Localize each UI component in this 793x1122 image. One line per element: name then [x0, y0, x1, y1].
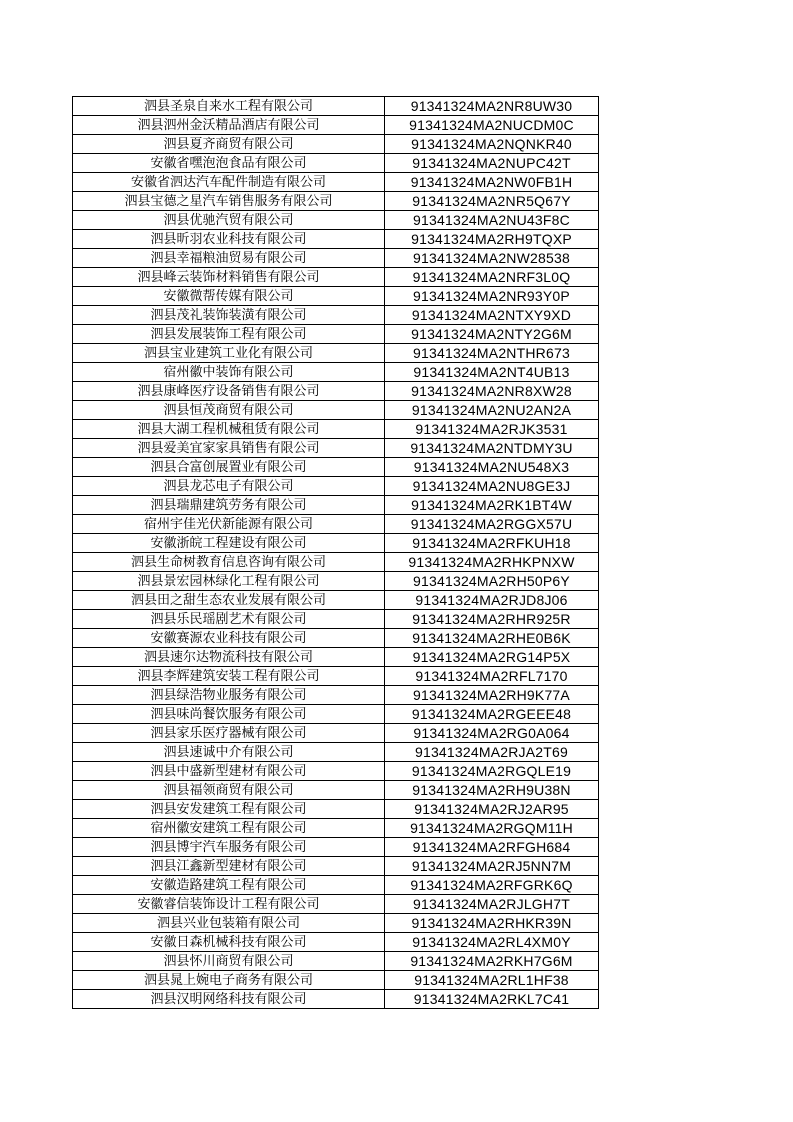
company-name-cell: 泗县安发建筑工程有限公司 [73, 800, 385, 819]
table-row [73, 610, 599, 629]
credit-code-cell: 91341324MA2RL1HF38 [385, 971, 599, 990]
credit-code-cell: 91341324MA2RL4XM0Y [385, 933, 599, 952]
table-row [73, 211, 599, 230]
company-name-cell: 宿州宇佳光伏新能源有限公司 [73, 515, 385, 534]
credit-code-cell: 91341324MA2RFGH684 [385, 838, 599, 857]
credit-code-cell: 91341324MA2RJ2AR95 [385, 800, 599, 819]
table-row [73, 439, 599, 458]
table-row [73, 344, 599, 363]
credit-code-cell: 91341324MA2NR8XW28 [385, 382, 599, 401]
company-name-cell: 泗县中盛新型建材有限公司 [73, 762, 385, 781]
credit-code-cell: 91341324MA2NR8UW30 [385, 97, 599, 116]
table-body [73, 97, 599, 1009]
table-row [73, 287, 599, 306]
table-row [73, 743, 599, 762]
company-name-cell: 泗县宝德之星汽车销售服务有限公司 [73, 192, 385, 211]
company-name-cell: 安徽省嘿泡泡食品有限公司 [73, 154, 385, 173]
credit-code-cell: 91341324MA2RGGX57U [385, 515, 599, 534]
credit-code-cell: 91341324MA2RHE0B6K [385, 629, 599, 648]
credit-code-cell: 91341324MA2RGQLE19 [385, 762, 599, 781]
table-row [73, 401, 599, 420]
table-row [73, 420, 599, 439]
table-row [73, 591, 599, 610]
table-row [73, 819, 599, 838]
credit-code-cell: 91341324MA2NW0FB1H [385, 173, 599, 192]
company-name-cell: 泗县幸福粮油贸易有限公司 [73, 249, 385, 268]
company-name-cell: 安徽浙皖工程建设有限公司 [73, 534, 385, 553]
table-row [73, 116, 599, 135]
company-name-cell: 泗县泗州金沃精品酒店有限公司 [73, 116, 385, 135]
credit-code-cell: 91341324MA2RHKR39N [385, 914, 599, 933]
table-row [73, 268, 599, 287]
credit-code-cell: 91341324MA2NT4UB13 [385, 363, 599, 382]
credit-code-cell: 91341324MA2RFGRK6Q [385, 876, 599, 895]
company-name-cell: 泗县康峰医疗设备销售有限公司 [73, 382, 385, 401]
company-name-cell: 泗县李辉建筑安装工程有限公司 [73, 667, 385, 686]
credit-code-cell: 91341324MA2RKL7C41 [385, 990, 599, 1009]
credit-code-cell: 91341324MA2RFKUH18 [385, 534, 599, 553]
table-row [73, 781, 599, 800]
table-row [73, 857, 599, 876]
table-row [73, 515, 599, 534]
company-name-cell: 泗县龙芯电子有限公司 [73, 477, 385, 496]
table-row [73, 496, 599, 515]
table-row [73, 914, 599, 933]
credit-code-cell: 91341324MA2NTDMY3U [385, 439, 599, 458]
table-row [73, 762, 599, 781]
table-row [73, 895, 599, 914]
company-name-cell: 泗县福领商贸有限公司 [73, 781, 385, 800]
table-row [73, 173, 599, 192]
company-name-cell: 泗县汉明网络科技有限公司 [73, 990, 385, 1009]
credit-code-cell: 91341324MA2RJA2T69 [385, 743, 599, 762]
company-name-cell: 泗县圣泉自来水工程有限公司 [73, 97, 385, 116]
company-name-cell: 泗县田之甜生态农业发展有限公司 [73, 591, 385, 610]
credit-code-cell: 91341324MA2RFL7170 [385, 667, 599, 686]
company-name-cell: 泗县优驰汽贸有限公司 [73, 211, 385, 230]
table-row [73, 705, 599, 724]
table-row [73, 800, 599, 819]
company-name-cell: 宿州徽安建筑工程有限公司 [73, 819, 385, 838]
credit-code-cell: 91341324MA2RGQM11H [385, 819, 599, 838]
table-row [73, 154, 599, 173]
credit-code-cell: 91341324MA2NU2AN2A [385, 401, 599, 420]
table-row [73, 876, 599, 895]
credit-code-cell: 91341324MA2RHKPNXW [385, 553, 599, 572]
credit-code-cell: 91341324MA2NQNKR40 [385, 135, 599, 154]
company-name-cell: 安徽微帮传媒有限公司 [73, 287, 385, 306]
table-row [73, 971, 599, 990]
credit-code-cell: 91341324MA2NTHR673 [385, 344, 599, 363]
company-name-cell: 泗县峰云装饰材料销售有限公司 [73, 268, 385, 287]
company-name-cell: 泗县合富创展置业有限公司 [73, 458, 385, 477]
table-row [73, 990, 599, 1009]
company-name-cell: 泗县江鑫新型建材有限公司 [73, 857, 385, 876]
credit-code-cell: 91341324MA2RH9TQXP [385, 230, 599, 249]
company-name-cell: 泗县乐民瑶剧艺术有限公司 [73, 610, 385, 629]
table-row [73, 629, 599, 648]
credit-code-cell: 91341324MA2RJD8J06 [385, 591, 599, 610]
table-row [73, 477, 599, 496]
credit-code-cell: 91341324MA2NUCDM0C [385, 116, 599, 135]
table-row [73, 192, 599, 211]
table-row [73, 382, 599, 401]
credit-code-cell: 91341324MA2NTY2G6M [385, 325, 599, 344]
table-row [73, 135, 599, 154]
credit-code-cell: 91341324MA2RG14P5X [385, 648, 599, 667]
company-name-cell: 泗县速诚中介有限公司 [73, 743, 385, 762]
credit-code-cell: 91341324MA2NR5Q67Y [385, 192, 599, 211]
company-name-cell: 安徽造路建筑工程有限公司 [73, 876, 385, 895]
company-name-cell: 安徽省泗达汽车配件制造有限公司 [73, 173, 385, 192]
table-row [73, 648, 599, 667]
company-name-cell: 泗县生命树教育信息咨询有限公司 [73, 553, 385, 572]
credit-code-cell: 91341324MA2NR93Y0P [385, 287, 599, 306]
credit-code-cell: 91341324MA2NRF3L0Q [385, 268, 599, 287]
table-row [73, 458, 599, 477]
company-name-cell: 泗县速尔达物流科技有限公司 [73, 648, 385, 667]
credit-code-cell: 91341324MA2RKH7G6M [385, 952, 599, 971]
credit-code-cell: 91341324MA2RJK3531 [385, 420, 599, 439]
credit-code-cell: 91341324MA2RJ5NN7M [385, 857, 599, 876]
table-row [73, 97, 599, 116]
company-name-cell: 泗县怀川商贸有限公司 [73, 952, 385, 971]
company-name-cell: 泗县宝业建筑工业化有限公司 [73, 344, 385, 363]
table-row [73, 534, 599, 553]
company-name-cell: 宿州徽中装饰有限公司 [73, 363, 385, 382]
company-name-cell: 泗县博宇汽车服务有限公司 [73, 838, 385, 857]
company-name-cell: 泗县绿浩物业服务有限公司 [73, 686, 385, 705]
table-row [73, 249, 599, 268]
table-row [73, 667, 599, 686]
credit-code-cell: 91341324MA2RH9K77A [385, 686, 599, 705]
company-name-cell: 泗县夏齐商贸有限公司 [73, 135, 385, 154]
table-row [73, 325, 599, 344]
company-name-cell: 泗县家乐医疗器械有限公司 [73, 724, 385, 743]
table-row [73, 363, 599, 382]
company-name-cell: 泗县景宏园林绿化工程有限公司 [73, 572, 385, 591]
company-name-cell: 泗县大湖工程机械租赁有限公司 [73, 420, 385, 439]
credit-code-cell: 91341324MA2RG0A064 [385, 724, 599, 743]
company-name-cell: 泗县昕羽农业科技有限公司 [73, 230, 385, 249]
company-name-cell: 泗县瑞鼎建筑劳务有限公司 [73, 496, 385, 515]
credit-code-cell: 91341324MA2RK1BT4W [385, 496, 599, 515]
table-row [73, 230, 599, 249]
credit-code-cell: 91341324MA2RH9U38N [385, 781, 599, 800]
table-row [73, 952, 599, 971]
company-name-cell: 泗县恒茂商贸有限公司 [73, 401, 385, 420]
credit-code-cell: 91341324MA2NTXY9XD [385, 306, 599, 325]
company-name-cell: 安徽睿信装饰设计工程有限公司 [73, 895, 385, 914]
credit-code-cell: 91341324MA2NU548X3 [385, 458, 599, 477]
company-name-cell: 泗县发展装饰工程有限公司 [73, 325, 385, 344]
company-name-cell: 安徽日森机械科技有限公司 [73, 933, 385, 952]
company-name-cell: 泗县爱美宜家家具销售有限公司 [73, 439, 385, 458]
credit-code-cell: 91341324MA2RJLGH7T [385, 895, 599, 914]
table-row [73, 572, 599, 591]
table-row [73, 553, 599, 572]
table-row [73, 838, 599, 857]
credit-code-cell: 91341324MA2NU43F8C [385, 211, 599, 230]
table-row [73, 686, 599, 705]
credit-code-cell: 91341324MA2RGEEE48 [385, 705, 599, 724]
company-name-cell: 安徽赛源农业科技有限公司 [73, 629, 385, 648]
company-registry-table [72, 96, 599, 1009]
company-name-cell: 泗县兴业包装箱有限公司 [73, 914, 385, 933]
table-row [73, 933, 599, 952]
table-row [73, 724, 599, 743]
credit-code-cell: 91341324MA2RH50P6Y [385, 572, 599, 591]
credit-code-cell: 91341324MA2NU8GE3J [385, 477, 599, 496]
credit-code-cell: 91341324MA2RHR925R [385, 610, 599, 629]
credit-code-cell: 91341324MA2NW28538 [385, 249, 599, 268]
company-name-cell: 泗县晁上婉电子商务有限公司 [73, 971, 385, 990]
company-name-cell: 泗县茂礼装饰装潢有限公司 [73, 306, 385, 325]
company-name-cell: 泗县味尚餐饮服务有限公司 [73, 705, 385, 724]
table-row [73, 306, 599, 325]
credit-code-cell: 91341324MA2NUPC42T [385, 154, 599, 173]
